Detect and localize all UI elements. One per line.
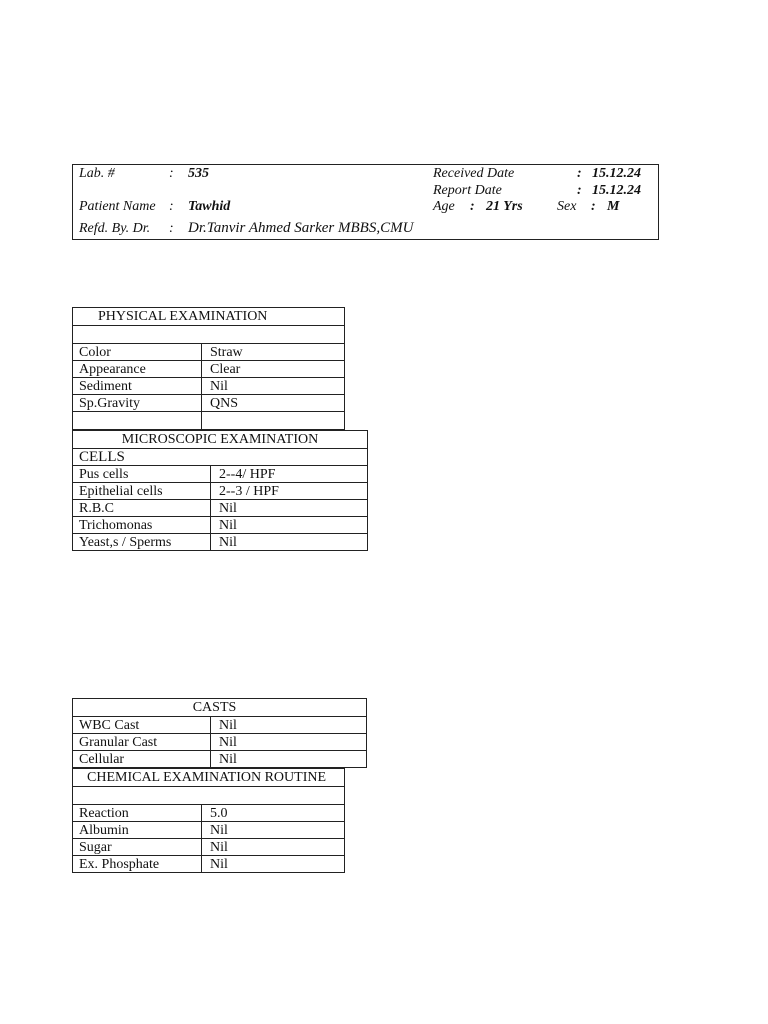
colon: :: [577, 166, 582, 181]
table-row: [73, 395, 345, 412]
test-label: Granular Cast: [73, 734, 211, 751]
microscopic-examination-table: [72, 430, 368, 551]
report-date-label: Report Date: [433, 183, 502, 198]
blank-cell: [202, 412, 345, 430]
casts-title: CASTS: [73, 699, 367, 717]
test-value: 5.0: [202, 805, 345, 822]
chemical-examination-table: [72, 768, 345, 873]
test-label: Sediment: [73, 378, 202, 395]
test-value: Nil: [211, 534, 368, 551]
test-label: Sp.Gravity: [73, 395, 202, 412]
table-row: [73, 517, 368, 534]
test-label: Ex. Phosphate: [73, 856, 202, 873]
test-label: R.B.C: [73, 500, 211, 517]
patient-info-box: [72, 164, 659, 240]
referred-by-value: Dr.Tanvir Ahmed Sarker MBBS,CMU: [188, 220, 414, 236]
colon: :: [169, 166, 174, 181]
patient-name-label: Patient Name: [79, 199, 156, 214]
colon: :: [169, 221, 174, 236]
table-row: [73, 839, 345, 856]
test-value: Nil: [202, 378, 345, 395]
table-row: [73, 466, 368, 483]
test-value: Nil: [211, 517, 368, 534]
blank-cell: [73, 412, 202, 430]
table-row: [73, 805, 345, 822]
sex-label: Sex: [557, 199, 577, 214]
table-row: [73, 483, 368, 500]
patient-name-value: Tawhid: [188, 199, 231, 214]
table-row: [73, 822, 345, 839]
test-label: Yeast,s / Sperms: [73, 534, 211, 551]
test-label: Epithelial cells: [73, 483, 211, 500]
received-date-label: Received Date: [433, 166, 515, 181]
chemical-examination-title: CHEMICAL EXAMINATION ROUTINE: [73, 769, 345, 787]
test-value: QNS: [202, 395, 345, 412]
test-value: Nil: [202, 822, 345, 839]
colon: :: [470, 199, 475, 214]
test-label: WBC Cast: [73, 717, 211, 734]
referred-by-label: Refd. By. Dr.: [79, 221, 151, 236]
sex-value: M: [607, 199, 620, 214]
test-label: Color: [73, 344, 202, 361]
blank-row: [73, 326, 345, 344]
physical-examination-table: [72, 307, 345, 430]
test-label: Appearance: [73, 361, 202, 378]
physical-examination-title: PHYSICAL EXAMINATION: [73, 308, 345, 326]
age-value: 21 Yrs: [486, 199, 523, 214]
table-row: [73, 734, 367, 751]
test-label: Sugar: [73, 839, 202, 856]
table-row: [73, 856, 345, 873]
test-label: Trichomonas: [73, 517, 211, 534]
test-value: 2--3 / HPF: [211, 483, 368, 500]
table-row: [73, 344, 345, 361]
test-label: Reaction: [73, 805, 202, 822]
test-value: Clear: [202, 361, 345, 378]
cells-subtitle: CELLS: [73, 449, 368, 466]
colon: :: [169, 199, 174, 214]
test-value: Nil: [211, 500, 368, 517]
lab-number-value: 535: [188, 166, 209, 181]
test-value: 2--4/ HPF: [211, 466, 368, 483]
microscopic-examination-title: MICROSCOPIC EXAMINATION: [73, 431, 368, 449]
lab-number-label: Lab. #: [79, 166, 115, 181]
test-value: Nil: [211, 751, 367, 768]
test-label: Pus cells: [73, 466, 211, 483]
received-date-value: 15.12.24: [592, 166, 641, 181]
table-row: [73, 378, 345, 395]
report-date-value: 15.12.24: [592, 183, 641, 198]
table-row: [73, 500, 368, 517]
colon: :: [577, 183, 582, 198]
test-value: Straw: [202, 344, 345, 361]
casts-table: [72, 698, 367, 768]
blank-row: [73, 787, 345, 805]
test-label: Albumin: [73, 822, 202, 839]
test-value: Nil: [202, 856, 345, 873]
table-row: [73, 534, 368, 551]
table-row: [73, 361, 345, 378]
test-value: Nil: [202, 839, 345, 856]
age-label: Age: [433, 199, 455, 214]
test-value: Nil: [211, 734, 367, 751]
test-value: Nil: [211, 717, 367, 734]
table-row: [73, 717, 367, 734]
table-row: [73, 751, 367, 768]
colon: :: [591, 199, 596, 214]
test-label: Cellular: [73, 751, 211, 768]
